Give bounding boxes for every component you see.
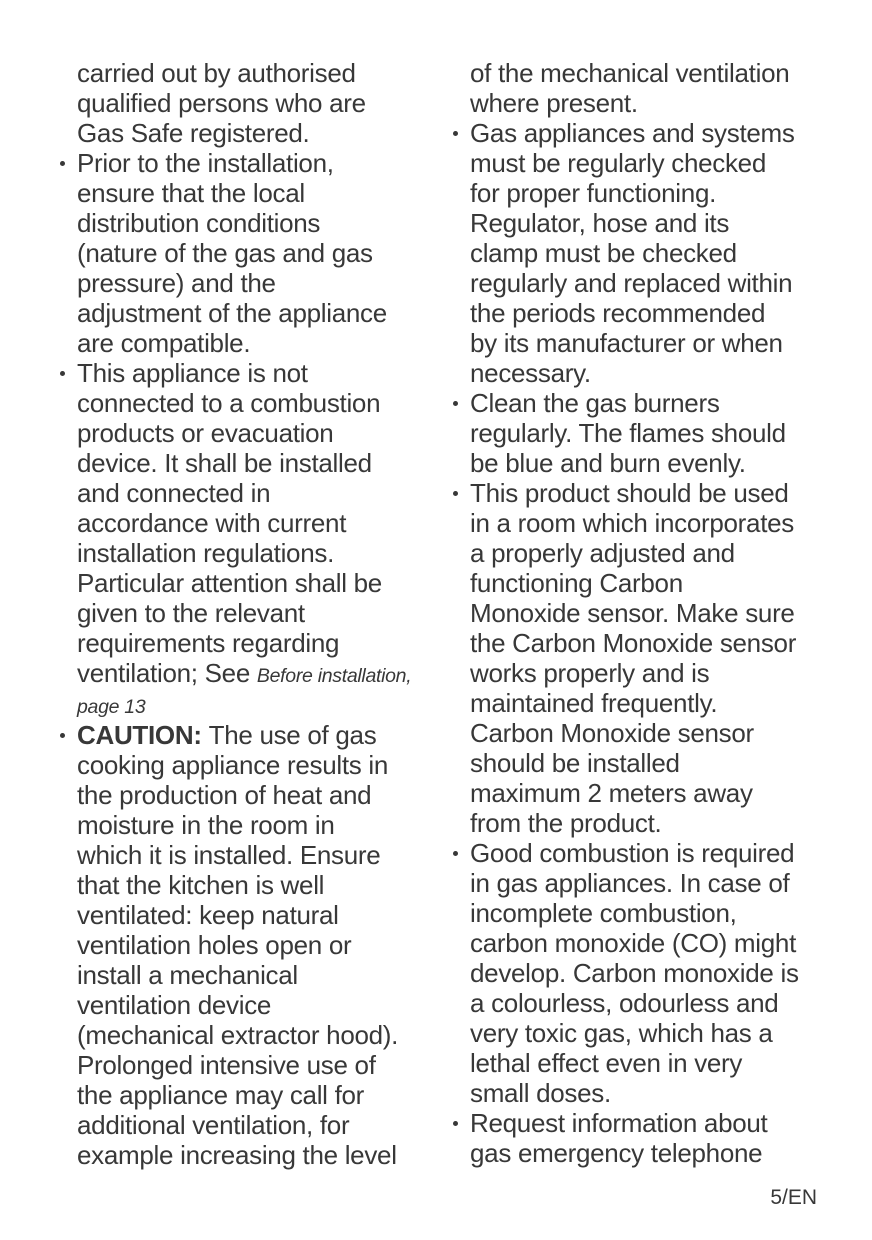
bullet-icon xyxy=(60,371,65,376)
text-line xyxy=(77,448,431,478)
body-text-run: products or evacuation xyxy=(77,418,334,448)
body-text-run: which it is installed. Ensure xyxy=(77,840,381,870)
body-text-run: given to the relevant xyxy=(77,598,305,628)
body-text-run: the appliance may call for xyxy=(77,1080,365,1110)
body-text-run: works properly and is xyxy=(470,658,710,688)
list-item xyxy=(452,58,824,118)
body-text-run: This appliance is not xyxy=(77,358,308,388)
text-line xyxy=(470,1108,824,1138)
text-line xyxy=(470,448,824,478)
text-line xyxy=(77,1080,431,1110)
body-text-run: Prior to the installation, xyxy=(77,148,334,178)
text-line xyxy=(470,718,824,748)
text-line xyxy=(470,628,824,658)
body-text-run: Carbon Monoxide sensor xyxy=(470,718,754,748)
text-line xyxy=(470,1078,824,1108)
text-line xyxy=(470,1138,824,1168)
text-line xyxy=(77,720,431,750)
body-text-run: regularly. The flames should xyxy=(470,418,786,448)
body-text-run: pressure) and the xyxy=(77,268,276,298)
body-text-run: maintained frequently. xyxy=(470,688,718,718)
body-text-run: (nature of the gas and gas xyxy=(77,238,373,268)
list-item xyxy=(452,1108,824,1168)
text-line xyxy=(470,328,824,358)
list-item-text xyxy=(470,118,824,388)
text-line xyxy=(77,328,431,358)
text-line xyxy=(77,1110,431,1140)
list-item-text xyxy=(77,148,431,358)
text-line xyxy=(77,900,431,930)
text-line xyxy=(77,88,431,118)
text-line xyxy=(77,1020,431,1050)
list-item-text xyxy=(470,838,824,1108)
text-line xyxy=(77,508,431,538)
text-line xyxy=(470,418,824,448)
body-text-run: clamp must be checked xyxy=(470,238,737,268)
body-text-run: ventilated: keep natural xyxy=(77,900,339,930)
body-text-run: in gas appliances. In case of xyxy=(470,868,790,898)
text-line xyxy=(470,838,824,868)
text-line xyxy=(77,598,431,628)
body-text-run: maximum 2 meters away xyxy=(470,778,753,808)
text-line xyxy=(77,840,431,870)
text-line xyxy=(77,628,431,658)
list-item-text xyxy=(470,478,824,838)
body-text-run: are compatible. xyxy=(77,328,251,358)
text-line xyxy=(77,388,431,418)
list-item-text xyxy=(470,58,824,118)
list-item xyxy=(452,118,824,388)
text-line xyxy=(77,118,431,148)
text-line xyxy=(77,810,431,840)
text-line xyxy=(470,208,824,238)
body-text-run: moisture in the room in xyxy=(77,810,335,840)
text-line xyxy=(77,870,431,900)
body-text-run: The use of gas xyxy=(208,720,377,750)
text-line xyxy=(470,898,824,928)
body-text-run: device. It shall be installed xyxy=(77,448,372,478)
text-line xyxy=(470,178,824,208)
text-line xyxy=(470,508,824,538)
text-line xyxy=(470,568,824,598)
body-text-run: incomplete combustion, xyxy=(470,898,737,928)
text-line xyxy=(77,538,431,568)
body-text-run: qualified persons who are xyxy=(77,88,366,118)
body-text-run: the production of heat and xyxy=(77,780,372,810)
text-line xyxy=(77,178,431,208)
text-line xyxy=(77,238,431,268)
list-item-text xyxy=(77,720,431,1170)
bullet-icon xyxy=(60,733,65,738)
body-text-run: Monoxide sensor. Make sure xyxy=(470,598,795,628)
body-text-run: the Carbon Monoxide sensor xyxy=(470,628,797,658)
body-text-run: a properly adjusted and xyxy=(470,538,735,568)
body-text-run: ensure that the local xyxy=(77,178,305,208)
text-line xyxy=(77,268,431,298)
body-text-run: functioning Carbon xyxy=(470,568,683,598)
body-text-run: cooking appliance results in xyxy=(77,750,389,780)
body-text-run: adjustment of the appliance xyxy=(77,298,387,328)
body-text-run: Gas appliances and systems xyxy=(470,118,795,148)
body-text-run: additional ventilation, for xyxy=(77,1110,350,1140)
text-line xyxy=(470,538,824,568)
body-text-run: ventilation device xyxy=(77,990,272,1020)
list-item xyxy=(59,358,431,720)
text-line xyxy=(77,1050,431,1080)
text-line xyxy=(470,958,824,988)
body-text-run: by its manufacturer or when xyxy=(470,328,783,358)
body-text-run: be blue and burn evenly. xyxy=(470,448,746,478)
text-line xyxy=(77,478,431,508)
body-text-run: very toxic gas, which has a xyxy=(470,1018,773,1048)
text-line xyxy=(470,88,824,118)
text-line xyxy=(470,1018,824,1048)
text-line xyxy=(77,208,431,238)
text-line xyxy=(470,298,824,328)
text-line xyxy=(77,658,431,691)
text-line xyxy=(470,598,824,628)
body-text-run: must be regularly checked xyxy=(470,148,766,178)
body-text-run: regularly and replaced within xyxy=(470,268,793,298)
body-text-run: accordance with current xyxy=(77,508,347,538)
list-item xyxy=(59,148,431,358)
bullet-icon xyxy=(453,491,458,496)
body-text-run: connected to a combustion xyxy=(77,388,381,418)
text-line xyxy=(470,238,824,268)
caution-label: CAUTION: xyxy=(77,720,209,750)
body-text-run: a colourless, odourless and xyxy=(470,988,779,1018)
text-line xyxy=(470,1048,824,1078)
body-text-run: installation regulations. xyxy=(77,538,334,568)
body-text-run: develop. Carbon monoxide is xyxy=(470,958,799,988)
bullet-icon xyxy=(453,1121,458,1126)
body-text-run: carried out by authorised xyxy=(77,58,356,88)
text-line xyxy=(77,750,431,780)
text-line xyxy=(77,960,431,990)
text-line xyxy=(470,268,824,298)
text-line xyxy=(470,688,824,718)
body-text-run: Clean the gas burners xyxy=(470,388,720,418)
body-text-run: Request information about xyxy=(470,1108,768,1138)
text-line xyxy=(470,388,824,418)
text-line xyxy=(470,988,824,1018)
text-line xyxy=(470,658,824,688)
text-line xyxy=(77,58,431,88)
list-item xyxy=(452,388,824,478)
text-line xyxy=(77,691,431,720)
text-line xyxy=(470,778,824,808)
body-text-run: that the kitchen is well xyxy=(77,870,325,900)
body-text-run: in a room which incorporates xyxy=(470,508,794,538)
text-line xyxy=(77,418,431,448)
body-text-run: from the product. xyxy=(470,808,662,838)
body-text-run: Prolonged intensive use of xyxy=(77,1050,376,1080)
bullet-icon xyxy=(453,131,458,136)
body-text-run: necessary. xyxy=(470,358,591,388)
text-line xyxy=(470,928,824,958)
body-text-run: gas emergency telephone xyxy=(470,1138,763,1168)
text-line xyxy=(470,478,824,508)
text-line xyxy=(77,1140,431,1170)
bullet-icon xyxy=(453,401,458,406)
body-text-run: ventilation holes open or xyxy=(77,930,352,960)
body-text-run: requirements regarding xyxy=(77,628,340,658)
list-item-text xyxy=(77,58,431,148)
text-line xyxy=(77,990,431,1020)
body-text-run: Good combustion is required xyxy=(470,838,795,868)
body-text-run: This product should be used xyxy=(470,478,789,508)
text-line xyxy=(470,118,824,148)
text-line xyxy=(470,748,824,778)
text-line xyxy=(470,58,824,88)
text-line xyxy=(77,298,431,328)
text-line xyxy=(77,930,431,960)
body-text-run: distribution conditions xyxy=(77,208,321,238)
text-line xyxy=(470,148,824,178)
body-text-run: lethal effect even in very xyxy=(470,1048,743,1078)
body-text-run: (mechanical extractor hood). xyxy=(77,1020,399,1050)
body-text-run: the periods recommended xyxy=(470,298,766,328)
text-line xyxy=(470,868,824,898)
body-text-run: Particular attention shall be xyxy=(77,568,382,598)
text-line xyxy=(77,568,431,598)
list-item xyxy=(59,58,431,148)
text-line xyxy=(470,808,824,838)
text-column-right xyxy=(452,58,824,1168)
page-number: 5/EN xyxy=(770,1186,817,1209)
text-column-left xyxy=(59,58,431,1170)
cross-reference-text: page 13 xyxy=(77,696,146,718)
body-text-run: of the mechanical ventilation xyxy=(470,58,790,88)
list-item-text xyxy=(470,388,824,478)
body-text-run: ventilation; See xyxy=(77,658,257,688)
body-text-run: should be installed xyxy=(470,748,680,778)
body-text-run: Gas Safe registered. xyxy=(77,118,310,148)
text-line xyxy=(77,780,431,810)
list-item-text xyxy=(470,1108,824,1168)
body-text-run: carbon monoxide (CO) might xyxy=(470,928,796,958)
bullet-icon xyxy=(60,161,65,166)
list-item-text xyxy=(77,358,431,720)
body-text-run: Regulator, hose and its xyxy=(470,208,730,238)
body-text-run: small doses. xyxy=(470,1078,611,1108)
text-line xyxy=(77,148,431,178)
list-item xyxy=(452,838,824,1108)
bullet-icon xyxy=(453,851,458,856)
text-line xyxy=(470,358,824,388)
list-item xyxy=(59,720,431,1170)
body-text-run: example increasing the level xyxy=(77,1140,397,1170)
body-text-run: install a mechanical xyxy=(77,960,298,990)
text-line xyxy=(77,358,431,388)
cross-reference-text: Before installation, xyxy=(256,665,412,687)
list-item xyxy=(452,478,824,838)
body-text-run: and connected in xyxy=(77,478,271,508)
body-text-run: where present. xyxy=(470,88,638,118)
body-text-run: for proper functioning. xyxy=(470,178,717,208)
